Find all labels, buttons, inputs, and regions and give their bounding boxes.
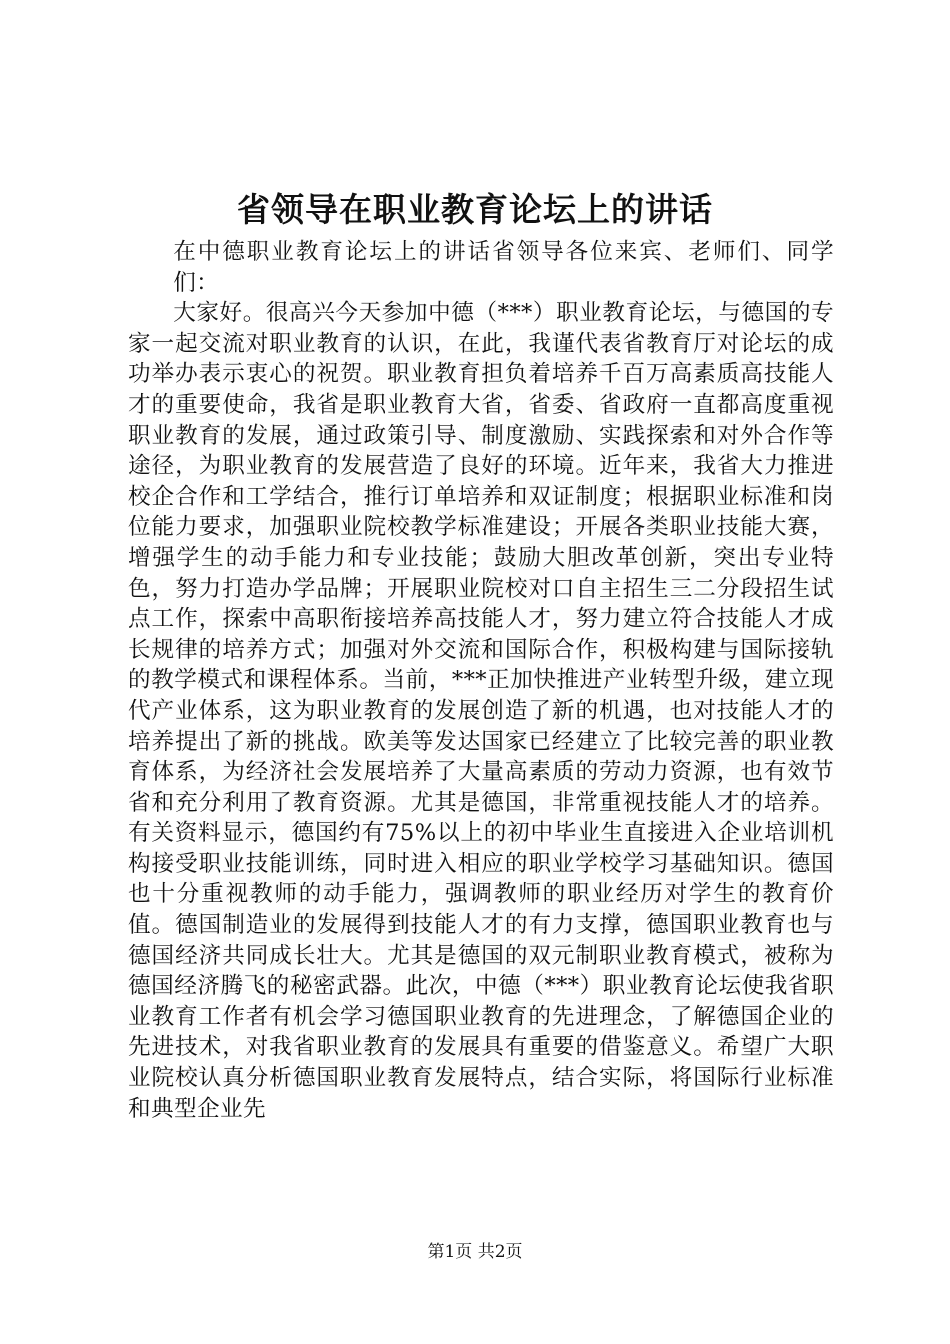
document-body: [128, 237, 834, 1124]
document-title: 省领导在职业教育论坛上的讲话: [237, 190, 713, 229]
greeting-paragraph: 在中德职业教育论坛上的讲话省领导各位来宾、老师们、同学们：: [173, 239, 834, 296]
page-indicator: 第1页 共2页: [427, 1242, 523, 1262]
page-footer: [0, 1240, 950, 1264]
body-paragraph: 大家好。很高兴今天参加中德（***）职业教育论坛，与德国的专家一起交流对职业教育的认识，在此，我谨代表省教育厅对论坛的成功举办表示衷心的祝贺。职业教育担负着培养千百万高素质高技能人才的重要使命，我省是职业教育大省，省委、省政府一直都高度重视职业教育的发展，通过政策引导、制度激励、实践探索和对外合作等途径，为职业教育的发展营造了良好的环境。近年来，我省大力推进校企合作和工学结合，推行订单培养和双证制度；根据职业标准和岗位能力要求，加强职业院校教学标准建设；开展各类职业技能大赛，增强学生的动手能力和专业技能；鼓励大胆改革创新，突出专业特色，努力打造办学品牌；开展职业院校对口自主招生三二分段招生试点工作，探索中高职衔接培养高技能人才，努力建立符合技能人才成长规律的培养方式；加强对外交流和国际合作，积极构建与国际接轨的教学模式和课程体系。当前，***正加快推进产业转型升级，建立现代产业体系，这为职业教育的发展创造了新的机遇，也对技能人才的培养提出了新的挑战。欧美等发达国家已经建立了比较完善的职业教育体系，为经济社会发展培养了大量高素质的劳动力资源，也有效节省和充分利用了教育资源。尤其是德国，非常重视技能人才的培养。有关资料显示，德国约有75%以上的初中毕业生直接进入企业培训机构接受职业技能训练，同时进入相应的职业学校学习基础知识。德国也十分重视教师的动手能力，强调教师的职业经历对学生的教育价值。德国制造业的发展得到技能人才的有力支撑，德国职业教育也与德国经济共同成长壮大。尤其是德国的双元制职业教育模式，被称为德国经济腾飞的秘密武器。此次，中德（***）职业教育论坛使我省职业教育工作者有机会学习德国职业教育的先进理念，了解德国企业的先进技术，对我省职业教育的发展具有重要的借鉴意义。希望广大职业院校认真分析德国职业教育发展特点，结合实际，将国际行业标准和典型企业先: [128, 300, 834, 1122]
